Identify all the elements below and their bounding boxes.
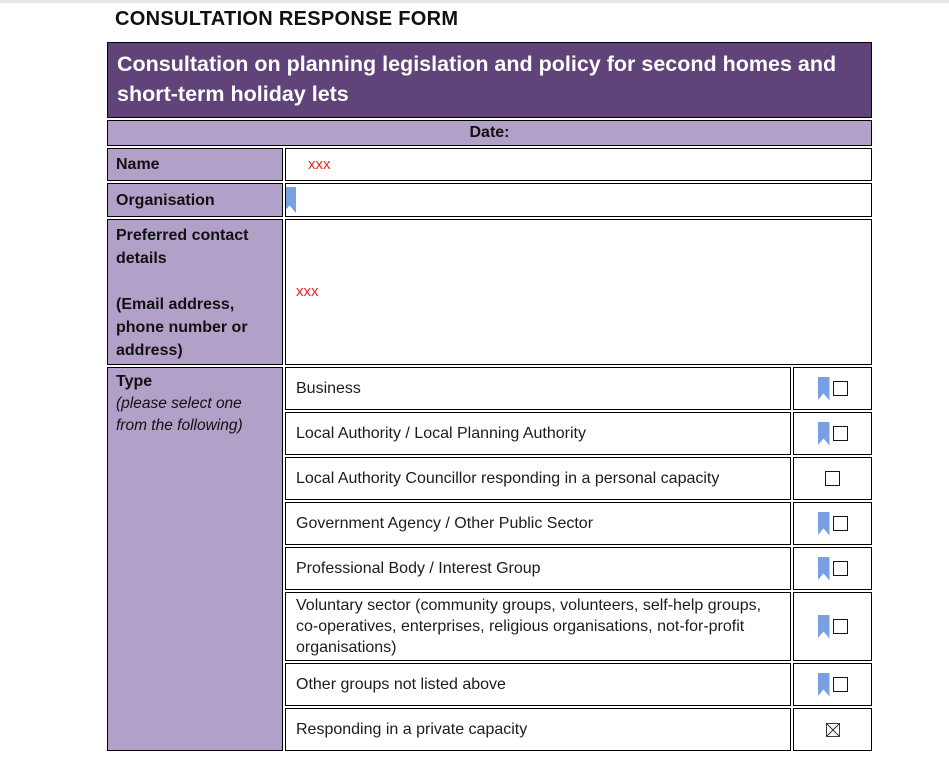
type-option-checkbox-cell[interactable] xyxy=(793,547,872,590)
type-option-checkbox-cell[interactable] xyxy=(793,592,872,661)
bookmark-icon xyxy=(818,512,830,536)
checkbox-icon[interactable] xyxy=(833,516,848,531)
type-label-cell xyxy=(107,367,283,751)
page-title: CONSULTATION RESPONSE FORM xyxy=(115,8,459,30)
organisation-value-cell[interactable] xyxy=(285,183,872,217)
organisation-label: Organisation xyxy=(107,183,283,217)
type-option-label: Professional Body / Interest Group xyxy=(285,547,791,590)
type-option-checkbox-cell[interactable] xyxy=(793,502,872,545)
name-value-cell[interactable] xyxy=(285,148,872,181)
viewport-top-edge xyxy=(0,0,949,3)
contact-label: Preferred contact details xyxy=(116,227,249,267)
type-option-label: Local Authority Councillor responding in a personal capacity xyxy=(285,457,791,500)
type-option-label: Local Authority / Local Planning Authority xyxy=(285,412,791,455)
checkbox-icon[interactable] xyxy=(833,677,848,692)
type-option-checkbox-cell[interactable] xyxy=(793,457,872,500)
document-page xyxy=(0,8,949,782)
type-label: Type xyxy=(116,373,153,390)
type-section xyxy=(107,367,872,751)
bookmark-icon xyxy=(818,557,830,581)
organisation-row xyxy=(107,183,872,217)
contact-label-cell xyxy=(107,219,283,365)
type-option-row xyxy=(107,367,872,410)
type-note: (please select one from the following) xyxy=(116,395,243,434)
type-option-label: Other groups not listed above xyxy=(285,663,791,706)
checkbox-icon[interactable] xyxy=(833,619,848,634)
contact-label-spacer xyxy=(116,270,276,293)
checkbox-icon[interactable] xyxy=(825,471,840,486)
name-value: xxx xyxy=(308,155,331,173)
bookmark-icon xyxy=(818,615,830,639)
checkbox-icon[interactable] xyxy=(833,561,848,576)
contact-note: (Email address, phone number or address) xyxy=(116,296,248,359)
form-header-row xyxy=(107,42,872,118)
type-option-checkbox-cell[interactable] xyxy=(793,708,872,751)
date-field[interactable]: Date: xyxy=(107,120,872,146)
type-option-label: Responding in a private capacity xyxy=(285,708,791,751)
consultation-form-table xyxy=(105,40,874,753)
type-option-label: Business xyxy=(285,367,791,410)
type-option-checkbox-cell[interactable] xyxy=(793,412,872,455)
checkbox-checked-icon[interactable] xyxy=(826,723,840,737)
checkbox-icon[interactable] xyxy=(833,381,848,396)
bookmark-icon xyxy=(818,377,830,401)
type-option-checkbox-cell[interactable] xyxy=(793,663,872,706)
type-option-label: Government Agency / Other Public Sector xyxy=(285,502,791,545)
contact-row xyxy=(107,219,872,365)
type-option-label: Voluntary sector (community groups, volunteers, self-help groups, co-operatives, enterprises, religious organisations, not-for-profit organisations) xyxy=(285,592,791,661)
form-header-title: Consultation on planning legislation and policy for second homes and short-term holiday lets xyxy=(107,42,872,118)
name-row xyxy=(107,148,872,181)
type-option-checkbox-cell[interactable] xyxy=(793,367,872,410)
checkbox-icon[interactable] xyxy=(833,426,848,441)
date-row xyxy=(107,120,872,146)
bookmark-icon xyxy=(285,187,296,213)
name-label: Name xyxy=(107,148,283,181)
contact-value: xxx xyxy=(296,283,319,300)
bookmark-icon xyxy=(818,673,830,697)
contact-value-cell[interactable] xyxy=(285,219,872,365)
bookmark-icon xyxy=(818,422,830,446)
